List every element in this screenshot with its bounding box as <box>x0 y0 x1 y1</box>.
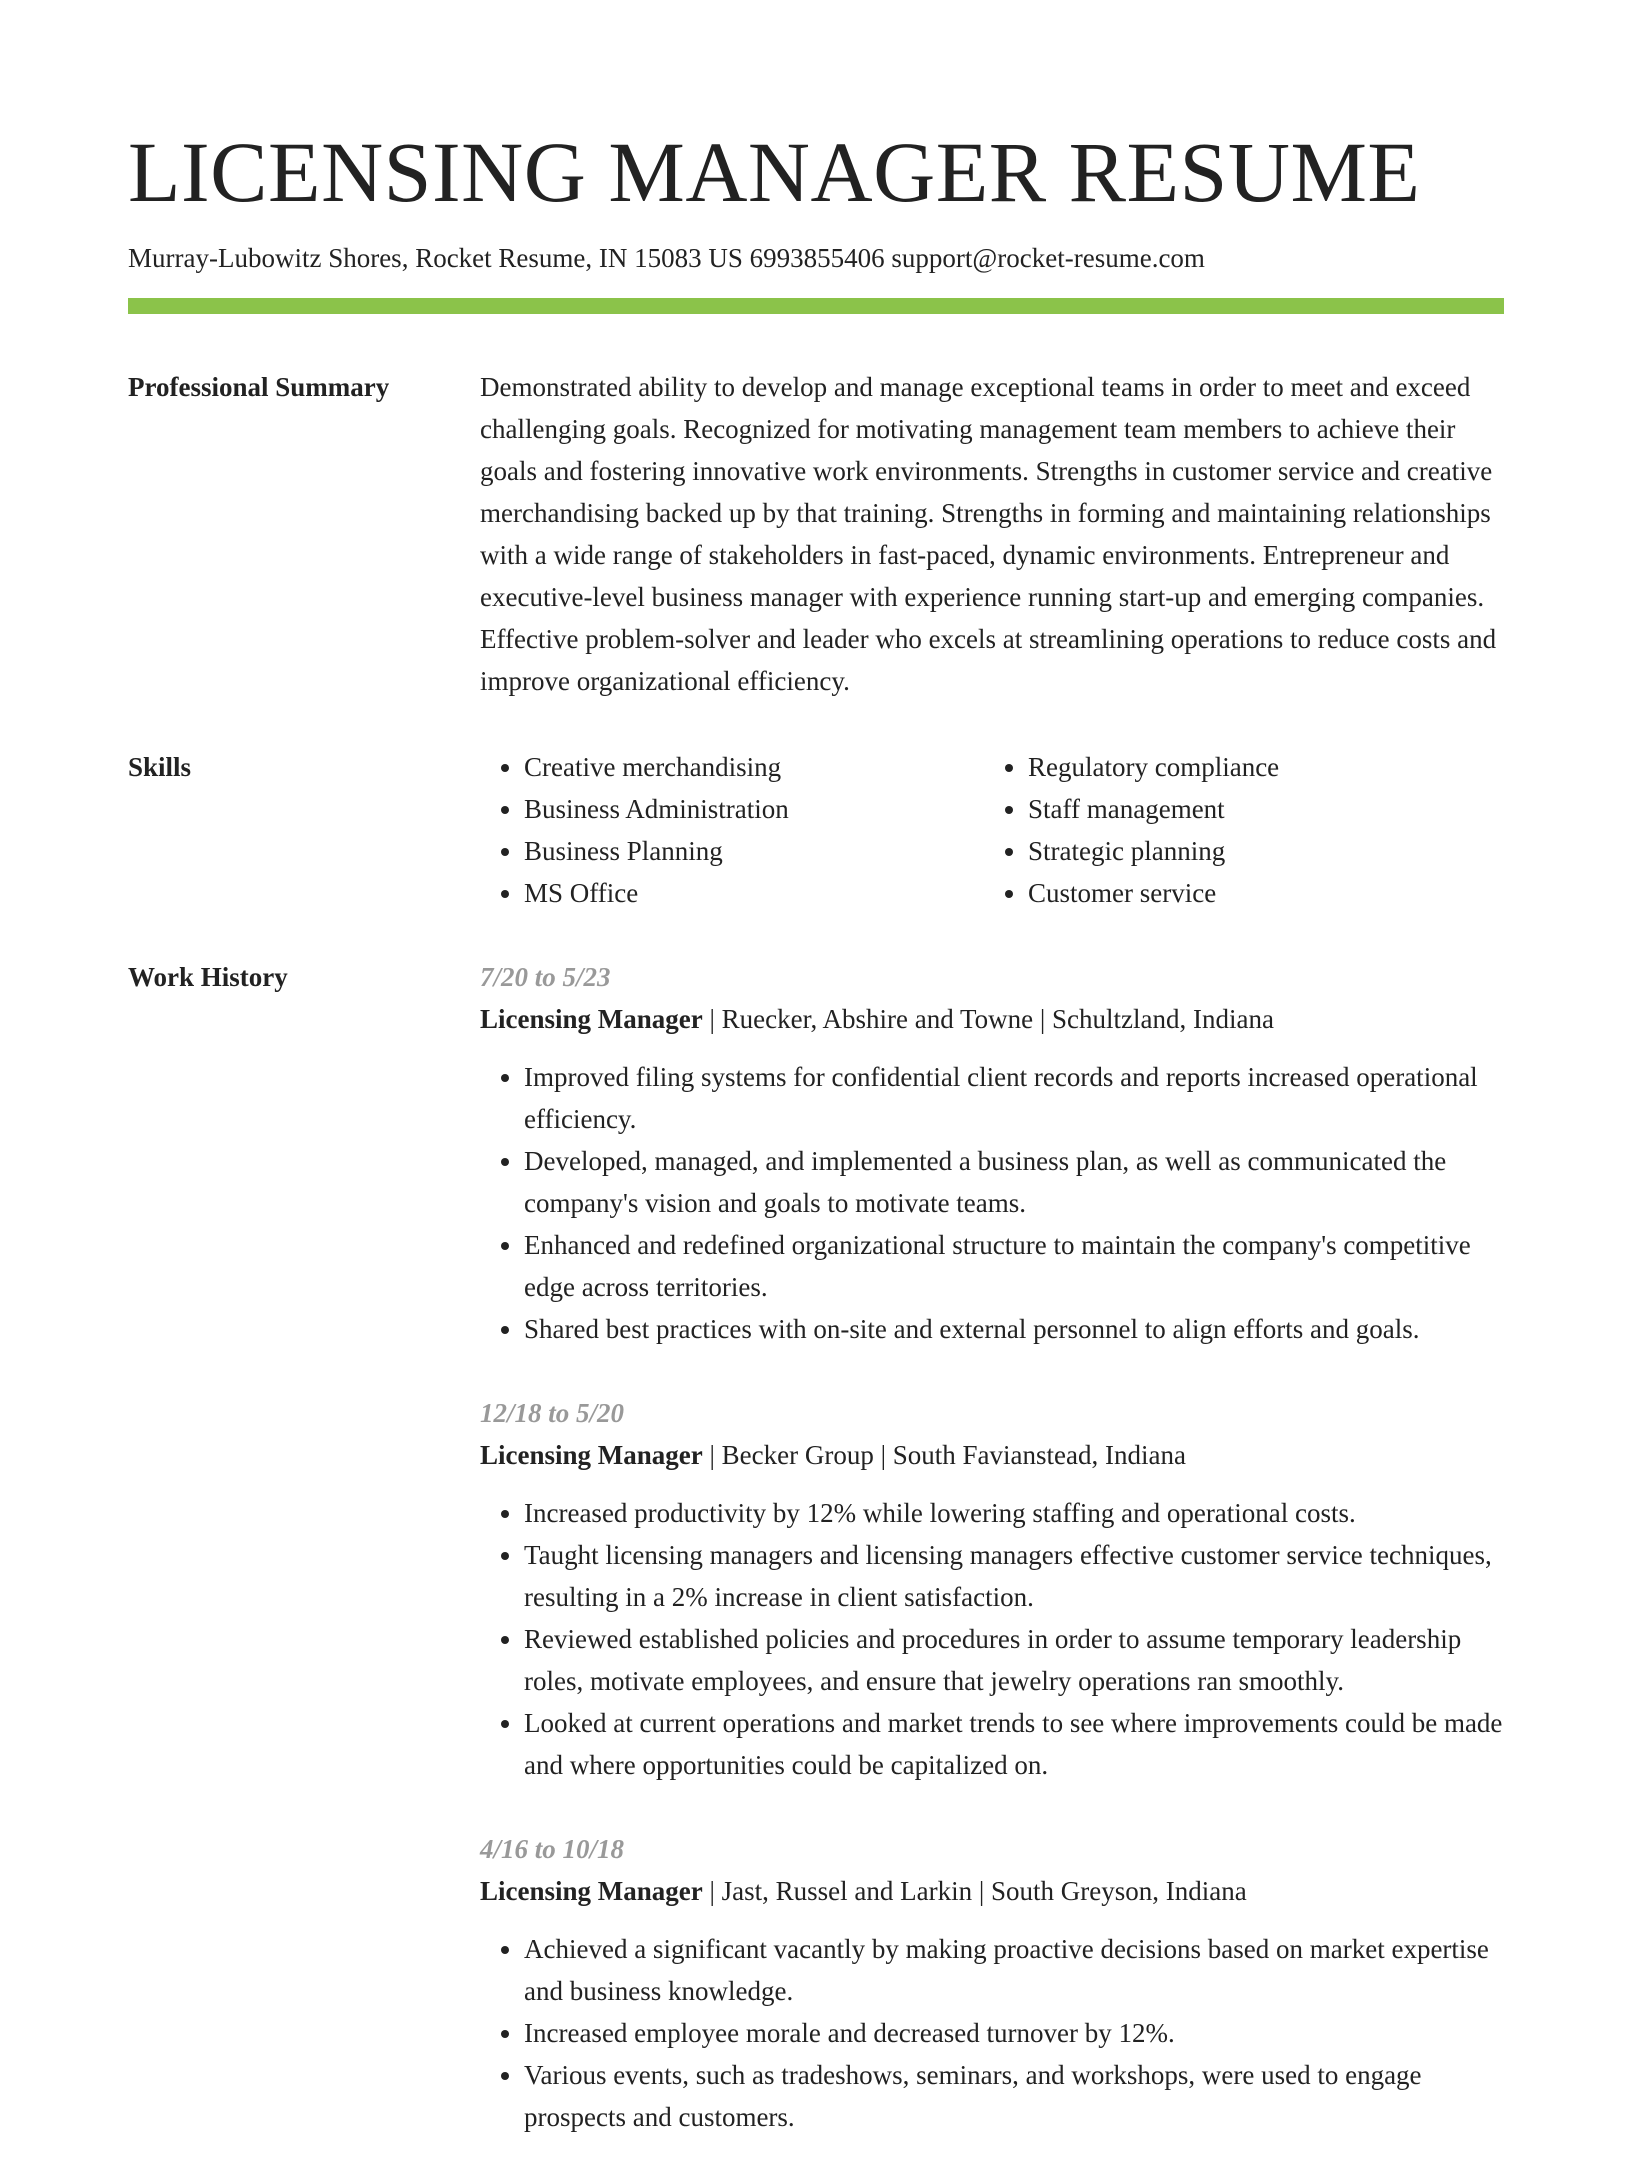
job-title: Licensing Manager <box>480 1876 703 1906</box>
job-bullet: • Looked at current operations and market trends to see where improvements could be made and where opportunities could be capitalized on. <box>524 1702 1504 1786</box>
job-bullets <box>480 1928 1504 2138</box>
accent-divider <box>128 298 1504 314</box>
job-dates: 12/18 to 5/20 <box>480 1398 625 1428</box>
section-label-summary: Professional Summary <box>128 372 390 402</box>
job-entry <box>480 1828 1504 2138</box>
job-dates: 4/16 to 10/18 <box>480 1834 625 1864</box>
skill-item: • MS Office <box>524 872 984 914</box>
job-bullets <box>480 1056 1504 1350</box>
contact-line: Murray-Lubowitz Shores, Rocket Resume, IN 15083 US 6993855406 support@rocket-resume.com <box>128 243 1205 273</box>
skills-section <box>128 746 1504 914</box>
job-bullet: • Achieved a significant vacantly by making proactive decisions based on market expertise and business knowledge. <box>524 1928 1504 2012</box>
job-title: Licensing Manager <box>480 1004 703 1034</box>
work-history-section <box>128 956 1504 2180</box>
job-bullet: • Improved filing systems for confidential client records and reports increased operational efficiency. <box>524 1056 1504 1140</box>
skill-item: • Customer service <box>1028 872 1488 914</box>
summary-body <box>480 366 1504 702</box>
job-bullet: • Taught licensing managers and licensing managers effective customer service techniques, resulting in a 2% increase in client satisfaction. <box>524 1534 1504 1618</box>
job-bullet: • Increased employee morale and decreased turnover by 12%. <box>524 2012 1504 2054</box>
job-bullet: • Increased productivity by 12% while lowering staffing and operational costs. <box>524 1492 1504 1534</box>
job-title: Licensing Manager <box>480 1440 703 1470</box>
job-dates: 7/20 to 5/23 <box>480 962 611 992</box>
skill-item: • Creative merchandising <box>524 746 984 788</box>
job-employer-location: | Becker Group | South Favianstead, Indiana <box>702 1440 1186 1470</box>
job-bullets <box>480 1492 1504 1786</box>
skill-item: • Strategic planning <box>1028 830 1488 872</box>
job-heading <box>480 998 1504 1040</box>
skills-grid <box>480 746 1504 914</box>
summary-text: Demonstrated ability to develop and manage exceptional teams in order to meet and exceed challenging goals. Recognized for motivating management team members to achieve their goals and fostering innovative work environments. Strengths in customer service and creative merchandising backed up by that training. Strengths in forming and maintaining relationships with a wide range of stakeholders in fast-paced, dynamic environments. Entrepreneur and executive-level business manager with experience running start-up and emerging companies. Effective problem-solver and leader who excels at streamlining operations to reduce costs and improve organizational efficiency. <box>480 372 1497 696</box>
skills-column-left <box>480 746 984 914</box>
skill-item: • Business Planning <box>524 830 984 872</box>
job-bullet: • Various events, such as tradeshows, seminars, and workshops, were used to engage prospects and customers. <box>524 2054 1504 2138</box>
professional-summary-section <box>128 366 1504 702</box>
resume-page <box>128 0 1504 2180</box>
skill-item: • Regulatory compliance <box>1028 746 1488 788</box>
job-employer-location: | Ruecker, Abshire and Towne | Schultzland, Indiana <box>702 1004 1274 1034</box>
work-history-body <box>480 956 1504 2180</box>
section-label-skills: Skills <box>128 752 192 782</box>
skill-item: • Business Administration <box>524 788 984 830</box>
job-heading <box>480 1434 1504 1476</box>
job-employer-location: | Jast, Russel and Larkin | South Greyson, Indiana <box>702 1876 1247 1906</box>
job-entry <box>480 956 1504 1350</box>
skill-item: • Staff management <box>1028 788 1488 830</box>
job-heading <box>480 1870 1504 1912</box>
job-bullet: • Shared best practices with on-site and external personnel to align efforts and goals. <box>524 1308 1504 1350</box>
resume-title: LICENSING MANAGER RESUME <box>128 124 1421 220</box>
job-bullet: • Enhanced and redefined organizational structure to maintain the company's competitive edge across territories. <box>524 1224 1504 1308</box>
job-entry <box>480 1392 1504 1786</box>
section-label-work-history: Work History <box>128 962 288 992</box>
skills-column-right <box>984 746 1488 914</box>
job-bullet: • Developed, managed, and implemented a business plan, as well as communicated the company's vision and goals to motivate teams. <box>524 1140 1504 1224</box>
job-bullet: • Reviewed established policies and procedures in order to assume temporary leadership roles, motivate employees, and ensure that jewelry operations ran smoothly. <box>524 1618 1504 1702</box>
